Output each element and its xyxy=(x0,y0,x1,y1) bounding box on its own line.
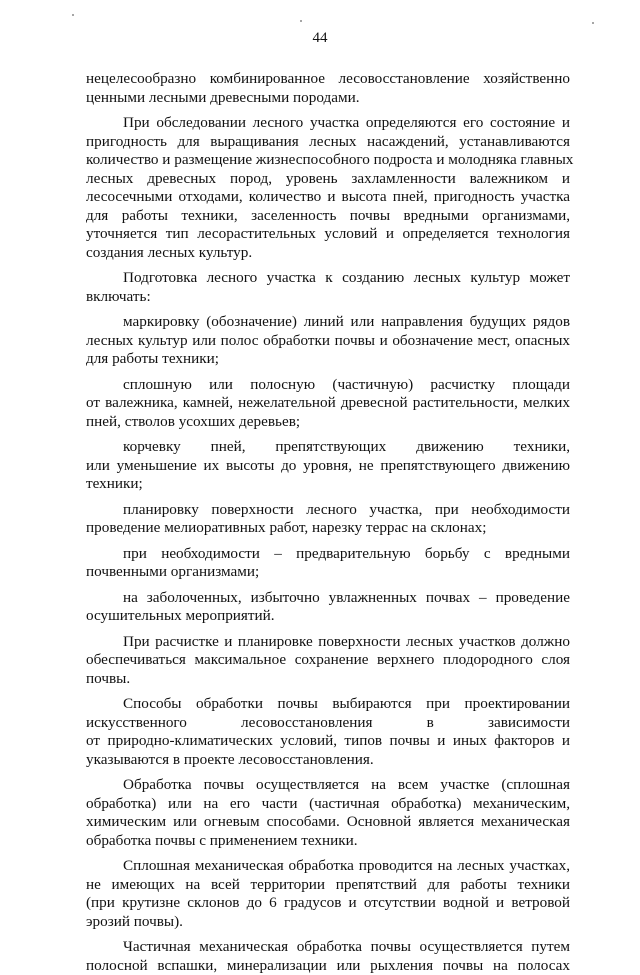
text-line: лесных культур или полос обработки почвы и обозначение мест, опасных xyxy=(86,332,570,351)
text-line: обеспечиваться максимальное сохранение верхнего плодородного слоя xyxy=(86,651,570,670)
text-line: не имеющих на всей территории препятствий для работы техники xyxy=(86,876,570,895)
paragraph xyxy=(86,269,570,306)
paragraph xyxy=(86,776,570,850)
text-line: Подготовка лесного участка к созданию лесных культур может xyxy=(86,269,570,288)
scan-speck xyxy=(300,20,302,22)
text-line: Сплошная механическая обработка проводится на лесных участках, xyxy=(86,857,570,876)
text-line: пней, стволов усохших деревьев; xyxy=(86,413,570,432)
scan-speck xyxy=(592,22,594,24)
text-line: на заболоченных, избыточно увлажненных почвах – проведение xyxy=(86,589,570,608)
text-line: создания лесных культур. xyxy=(86,244,570,263)
text-line: маркировку (обозначение) линий или направления будущих рядов xyxy=(86,313,570,332)
text-line: При расчистке и планировке поверхности лесных участков должно xyxy=(86,633,570,652)
text-line: почвы. xyxy=(86,670,570,689)
text-line: сплошную или полосную (частичную) расчистку площади xyxy=(86,376,570,395)
text-line: проведение мелиоративных работ, нарезку террас на склонах; xyxy=(86,519,570,538)
text-line: химическим или огневым способами. Основной является механическая xyxy=(86,813,570,832)
text-line: от природно-климатических условий, типов почвы и иных факторов и xyxy=(86,732,570,751)
paragraph xyxy=(86,545,570,582)
text-line: почвенными организмами; xyxy=(86,563,570,582)
text-line: эрозий почвы). xyxy=(86,913,570,932)
text-line: указываются в проекте лесовосстановления. xyxy=(86,751,570,770)
paragraph xyxy=(86,114,570,262)
page-number: 44 xyxy=(0,30,640,47)
text-line: обработка почвы с применением техники. xyxy=(86,832,570,851)
document-body xyxy=(86,70,570,975)
text-line: планировку поверхности лесного участка, при необходимости xyxy=(86,501,570,520)
text-line: лесных древесных пород, уровень захламленности валежником и xyxy=(86,170,570,189)
text-line: корчевку пней, препятствующих движению техники, xyxy=(86,438,570,457)
text-line: для работы техники, заселенность почвы вредными организмами, xyxy=(86,207,570,226)
scan-speck xyxy=(72,14,74,16)
text-line: (при крутизне склонов до 6 градусов и отсутствии водной и ветровой xyxy=(86,894,570,913)
text-line: нецелесообразно комбинированное лесовосстановление хозяйственно xyxy=(86,70,570,89)
text-line: техники; xyxy=(86,475,570,494)
text-line: Обработка почвы осуществляется на всем участке (сплошная xyxy=(86,776,570,795)
paragraph xyxy=(86,438,570,494)
paragraph xyxy=(86,313,570,369)
paragraph xyxy=(86,695,570,769)
text-line: искусственного лесовосстановления в зависимости xyxy=(86,714,570,733)
text-line: осушительных мероприятий. xyxy=(86,607,570,626)
text-line: при необходимости – предварительную борьбу с вредными xyxy=(86,545,570,564)
paragraph xyxy=(86,376,570,432)
text-line: Способы обработки почвы выбираются при проектировании xyxy=(86,695,570,714)
text-line: При обследовании лесного участка определяются его состояние и xyxy=(86,114,570,133)
text-line: Частичная механическая обработка почвы осуществляется путем xyxy=(86,938,570,957)
text-line: включать: xyxy=(86,288,570,307)
text-line: для работы техники; xyxy=(86,350,570,369)
text-line: от валежника, камней, нежелательной древесной растительности, мелких xyxy=(86,394,570,413)
paragraph xyxy=(86,501,570,538)
paragraph xyxy=(86,589,570,626)
text-line: количество и размещение жизнеспособного подроста и молодняка главных xyxy=(86,151,570,170)
text-line: обработка) или на его части (частичная обработка) механическим, xyxy=(86,795,570,814)
text-line: пригодность для выращивания лесных насаждений, устанавливаются xyxy=(86,133,570,152)
paragraph xyxy=(86,633,570,689)
text-line: лесосечными отходами, количество и высота пней, пригодность участка xyxy=(86,188,570,207)
text-line: ценными лесными древесными породами. xyxy=(86,89,570,108)
text-line: полосной вспашки, минерализации или рыхления почвы на полосах xyxy=(86,957,570,975)
paragraph xyxy=(86,70,570,107)
text-line: или уменьшение их высоты до уровня, не препятствующего движению xyxy=(86,457,570,476)
paragraph xyxy=(86,857,570,931)
text-line: уточняется тип лесорастительных условий и определяется технология xyxy=(86,225,570,244)
paragraph xyxy=(86,938,570,975)
